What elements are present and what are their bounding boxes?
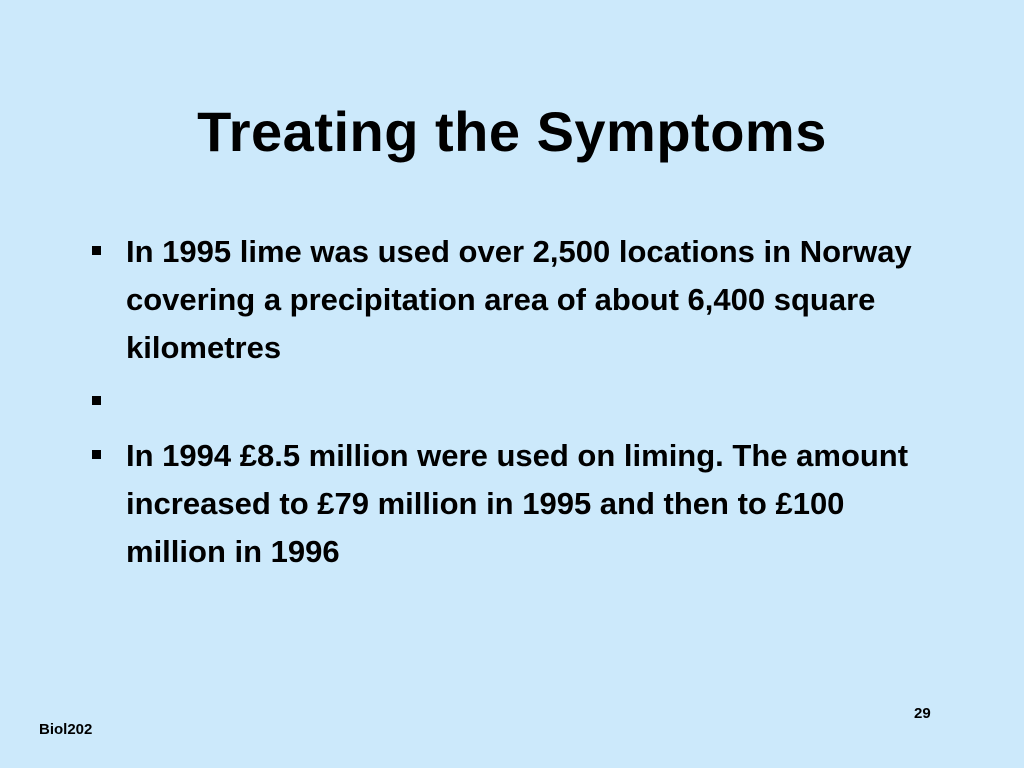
bullet-item xyxy=(88,228,948,372)
bullet-item xyxy=(88,432,948,576)
bullet-item-empty xyxy=(88,378,948,426)
course-code-footer: Biol202 xyxy=(39,721,93,738)
square-bullet-icon xyxy=(92,396,101,405)
square-bullet-icon xyxy=(92,450,101,459)
square-bullet-icon xyxy=(92,246,101,255)
bullet-text: In 1995 lime was used over 2,500 locations in Norway covering a precipitation area of about 6,400 square kilometres xyxy=(126,234,912,365)
bullet-list xyxy=(88,228,948,582)
page-number: 29 xyxy=(914,705,931,722)
bullet-text: In 1994 £8.5 million were used on liming. The amount increased to £79 million in 1995 and then to £100 million in 1996 xyxy=(126,438,909,569)
slide-title: Treating the Symptoms xyxy=(197,100,827,163)
